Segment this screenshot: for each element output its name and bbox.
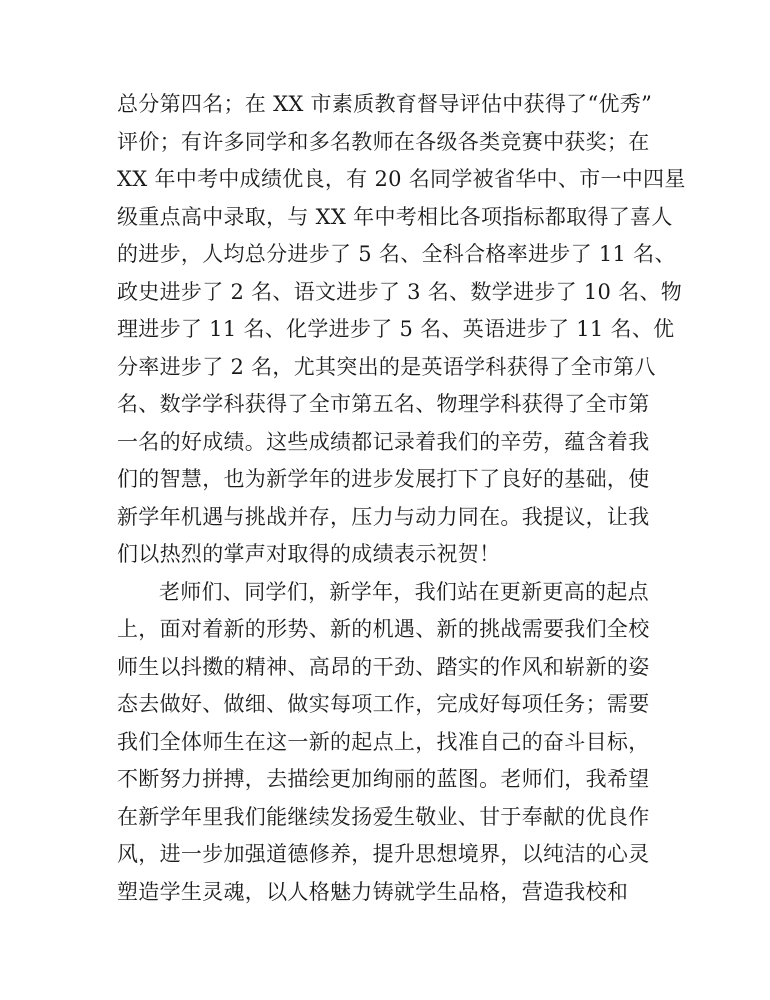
text-line: 一名的好成绩。这些成绩都记录着我们的辛劳，蕴含着我 xyxy=(117,429,650,454)
text-line: 的进步，人均总分进步了 5 名、全科合格率进步了 11 名、 xyxy=(117,242,676,266)
text-line: 师生以抖擞的精神、高昂的干劲、踏实的作风和崭新的姿 xyxy=(117,654,650,679)
text-line: 新学年机遇与挑战并存，压力与动力同在。我提议，让我 xyxy=(117,504,650,529)
document-body xyxy=(117,86,686,911)
text-line: 态去做好、做细、做实每项工作，完成好每项任务；需要 xyxy=(117,692,650,716)
text-line: 级重点高中录取，与 XX 年中考相比各项指标都取得了喜人 xyxy=(117,204,673,229)
text-line: 在新学年里我们能继续发扬爱生敬业、甘于奉献的优良作 xyxy=(117,804,650,829)
text-line: 分率进步了 2 名，尤其突出的是英语学科获得了全市第八 xyxy=(117,354,656,379)
text-line: 我们全体师生在这一新的起点上，找准自己的奋斗目标， xyxy=(117,729,650,754)
text-line: 们以热烈的掌声对取得的成绩表示祝贺！ xyxy=(117,542,501,566)
paragraph-first-line: 老师们、同学们，新学年，我们站在更新更高的起点 xyxy=(159,579,649,604)
text-line: 们的智慧，也为新学年的进步发展打下了良好的基础，使 xyxy=(117,467,650,491)
text-line: 总分第四名；在 XX 市素质教育督导评估中获得了“优秀” xyxy=(117,92,653,116)
text-line: 名、数学学科获得了全市第五名、物理学科获得了全市第 xyxy=(117,392,650,416)
text-line: 政史进步了 2 名、语文进步了 3 名、数学进步了 10 名、物 xyxy=(117,279,683,304)
text-line: 理进步了 11 名、化学进步了 5 名、英语进步了 11 名、优 xyxy=(117,317,675,341)
text-line: 塑造学生灵魂，以人格魅力铸就学生品格，营造我校和 xyxy=(117,879,629,904)
text-line: 风，进一步加强道德修养，提升思想境界，以纯洁的心灵 xyxy=(117,842,650,866)
text-line: 不断努力拼搏，去描绘更加绚丽的蓝图。老师们，我希望 xyxy=(117,767,650,791)
text-line: 评价；有许多同学和多名教师在各级各类竞赛中获奖；在 xyxy=(117,129,650,154)
text-line: XX 年中考中成绩优良，有 20 名同学被省华中、市一中四星 xyxy=(117,167,686,191)
text-line: 上，面对着新的形势、新的机遇、新的挑战需要我们全校 xyxy=(117,617,650,641)
